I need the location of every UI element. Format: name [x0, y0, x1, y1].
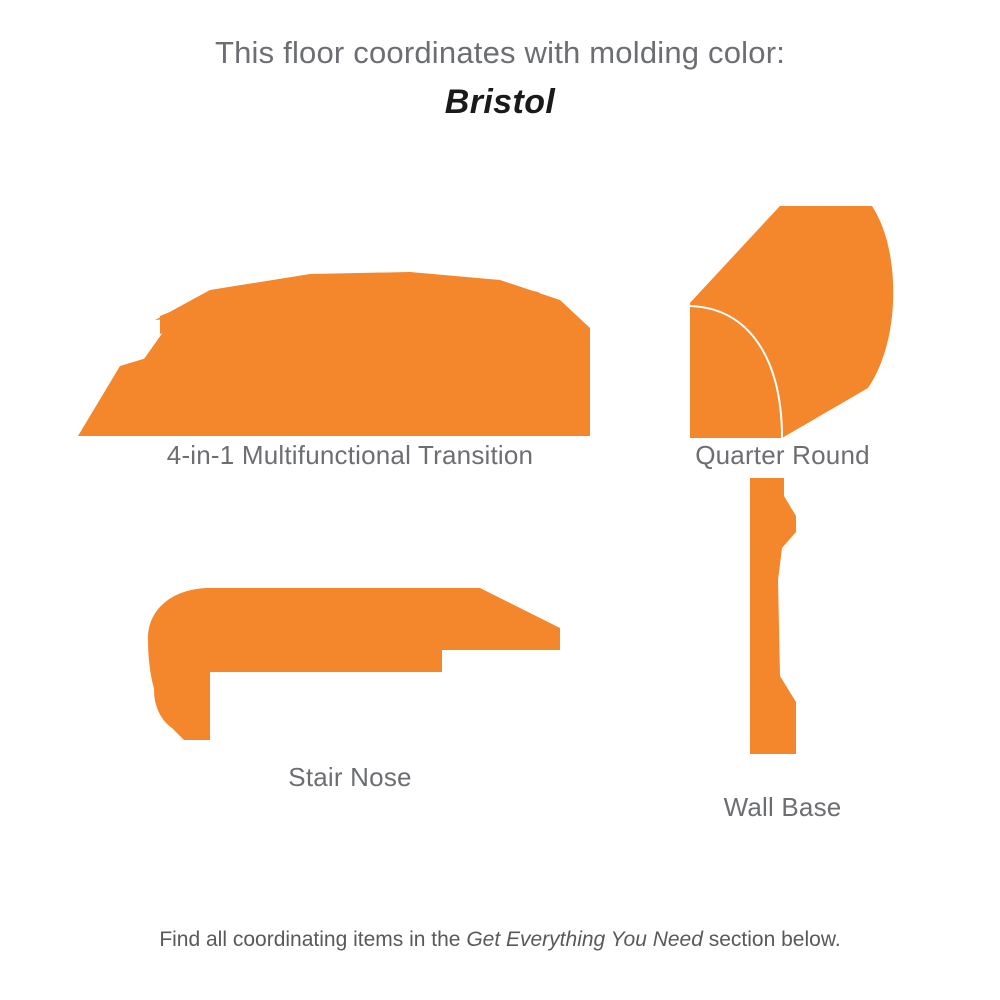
stair-nose-art [60, 470, 640, 740]
wall-base-profile-icon [600, 470, 965, 770]
footer-note [0, 928, 1000, 952]
page-title: This floor coordinates with molding color: [214, 35, 786, 70]
quarter-round-art [600, 188, 965, 438]
molding-item-label-transition: 4-in-1 Multifunctional Transition [166, 440, 534, 470]
footer-emphasis: Get Everything You Need [466, 928, 703, 951]
molding-item-quarter-round [600, 188, 965, 471]
molding-item-label-quarter-round: Quarter Round [695, 440, 870, 470]
molding-item-label-wall-base: Wall Base [723, 792, 842, 822]
wall-base-art [600, 470, 965, 770]
transition-profile-overlay-icon [60, 188, 640, 438]
footer-prefix: Find all coordinating items in the [159, 928, 467, 951]
molding-item-label-stair-nose: Stair Nose [288, 762, 412, 792]
stair-nose-profile-icon [60, 470, 640, 740]
molding-color-name: Bristol [444, 82, 556, 121]
molding-items-grid [0, 170, 1000, 880]
header [0, 34, 1000, 122]
footer-suffix: section below. [702, 928, 841, 951]
molding-item-transition [60, 188, 640, 471]
transition-art [60, 188, 640, 438]
molding-item-stair-nose [60, 470, 640, 793]
molding-item-wall-base [600, 470, 965, 823]
quarter-round-profile-icon [600, 188, 965, 438]
